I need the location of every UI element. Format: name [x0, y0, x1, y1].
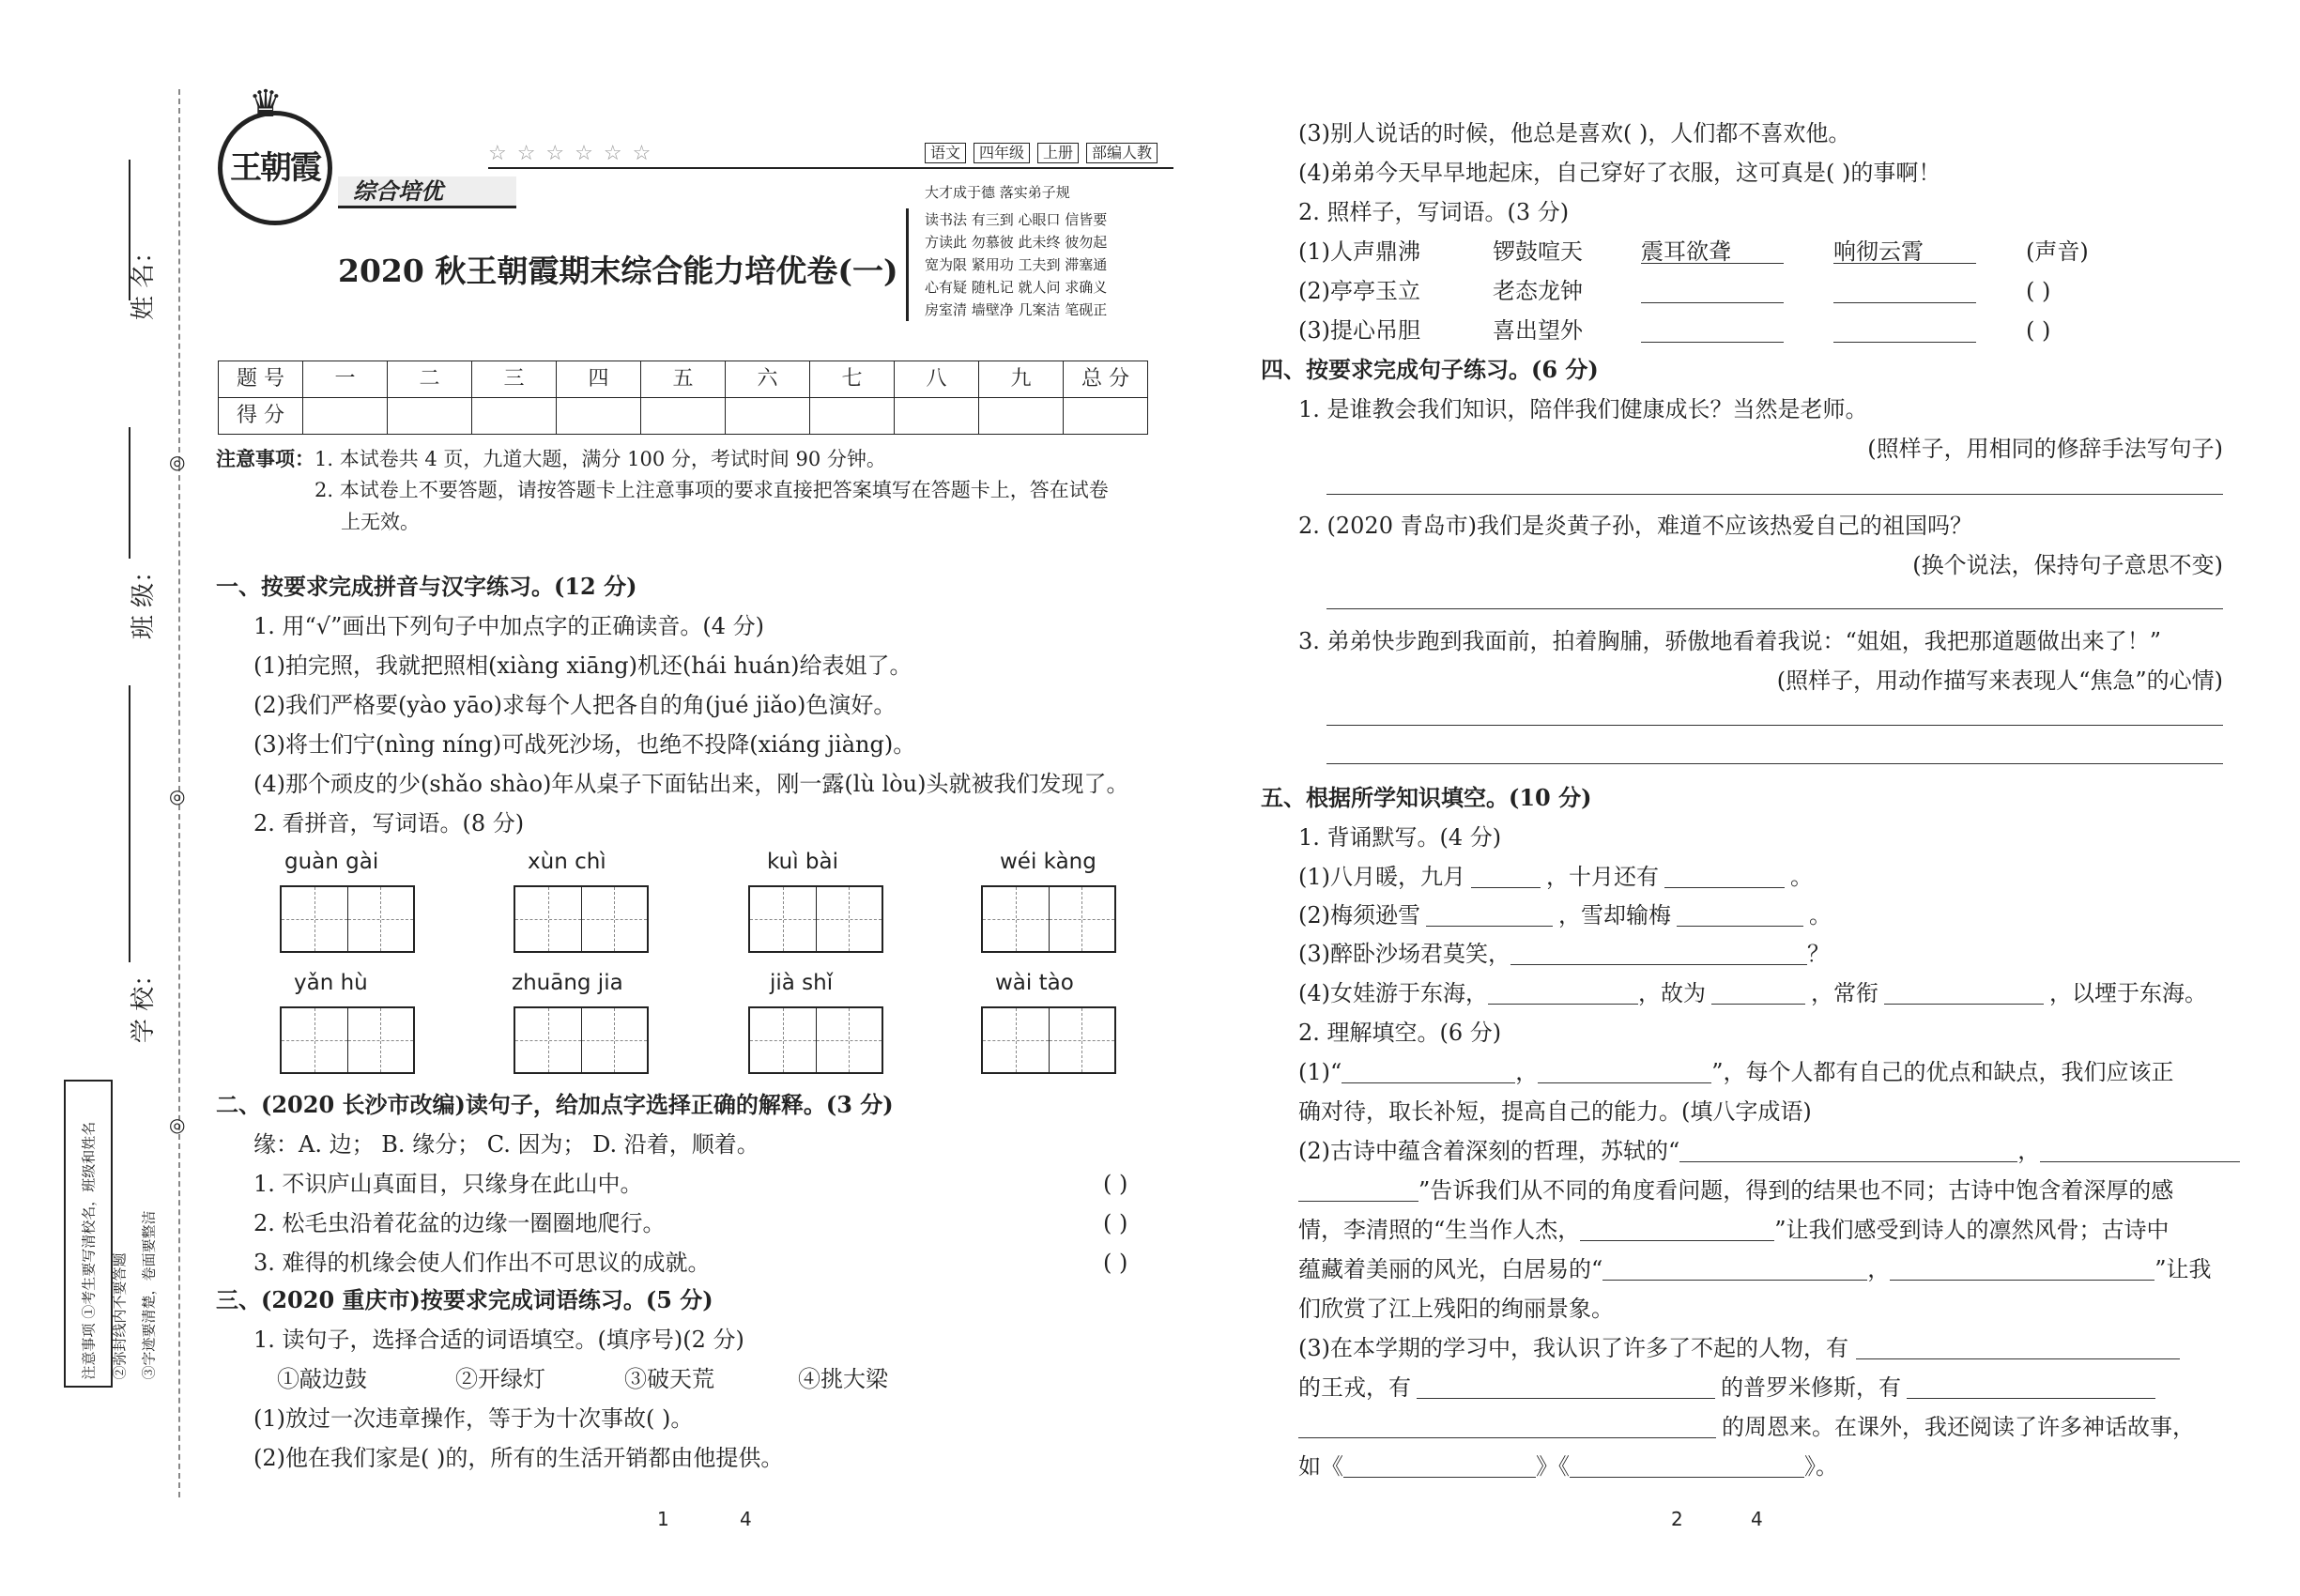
idiom-row-1-c: 震耳欲聋	[1641, 240, 1784, 264]
section4-q2: 2. (2020 青岛市)我们是炎黄子孙，难道不应该热爱自己的祖国吗？	[1298, 513, 1972, 539]
section5-title: 五、根据所学知识填空。(10 分)	[1261, 784, 1592, 811]
writing-grid[interactable]	[280, 885, 415, 953]
recite-item: (3)醉卧沙场君莫笑， ？	[1298, 941, 1830, 967]
choice-item: ①敲边鼓	[277, 1366, 367, 1392]
section1-q1-item: (1)拍完照，我就把照相(xiàng xiāng)机还(hái huán)给表姐了。	[253, 652, 912, 679]
blank[interactable]	[1907, 1378, 2155, 1399]
understand-line: (2)古诗中蕴含着深刻的哲理，苏轼的“ ，	[1298, 1140, 2240, 1162]
section3-q1: 1. 读句子，选择合适的词语填空。(填序号)(2 分)	[253, 1327, 744, 1353]
answer-line[interactable]	[1326, 494, 2223, 495]
class-label: 班 级：	[130, 558, 159, 640]
section2-item: 1. 不识庐山真面目，只缘身在此山中。	[253, 1171, 643, 1197]
section4-q2-req: (换个说法，保持句子意思不变)	[1912, 552, 2223, 578]
score-value-row: 得 分	[219, 398, 1148, 435]
understand-line: (3)在本学期的学习中，我认识了许多了不起的人物，有	[1298, 1337, 2180, 1359]
blank[interactable]	[1570, 1457, 1804, 1478]
score-cell[interactable]	[1064, 398, 1148, 435]
section3-item: (3)别人说话的时候，他总是喜欢( )，人们都不喜欢他。	[1298, 120, 1851, 146]
blank[interactable]	[1426, 906, 1553, 927]
blank[interactable]	[1342, 1063, 1515, 1083]
section2-item: 3. 难得的机缘会使人们作出不可思议的成就。	[253, 1250, 711, 1276]
understand-line: 的王戎，有 的普罗米修斯，有	[1298, 1376, 2155, 1399]
section3-item: (1)放过一次违章操作，等于为十次事故( )。	[253, 1405, 694, 1432]
binding-note: ②弥封线内不要答题	[111, 1252, 129, 1380]
section4-title: 四、按要求完成句子练习。(6 分)	[1261, 356, 1599, 383]
blank[interactable]	[1679, 1142, 2017, 1162]
school-label: 学 校：	[130, 961, 159, 1044]
section5-q2: 2. 理解填空。(6 分)	[1298, 1020, 1502, 1046]
section4-q1: 1. 是谁教会我们知识，陪伴我们健康成长？当然是老师。	[1298, 396, 1868, 422]
understand-line: 情，李清照的“生当作人杰， ”让我们感受到诗人的凛然风骨；古诗中	[1298, 1217, 2170, 1243]
seal-mark-icon: ◎	[169, 451, 186, 473]
page-title: 2020 秋王朝霞期末综合能力培优卷(一)	[338, 253, 898, 289]
understand-line: (1)“ ， ”，每个人都有自己的优点和缺点，我们应该正	[1298, 1059, 2174, 1085]
idiom-row-3-e[interactable]: ( )	[2026, 317, 2051, 344]
blank[interactable]	[2040, 1142, 2240, 1162]
section1-q1-item: (2)我们严格要(yào yāo)求每个人把各自的角(jué jiǎo)色演好。	[253, 692, 897, 718]
idiom-blank[interactable]	[1833, 342, 1976, 343]
pinyin-label: zhuāng jia	[512, 971, 623, 995]
blank[interactable]	[1510, 944, 1807, 965]
blank[interactable]	[1884, 984, 2044, 1005]
pinyin-label: yǎn hù	[294, 971, 368, 995]
answer-paren[interactable]: ( )	[1103, 1210, 1128, 1236]
writing-grid[interactable]	[748, 885, 883, 953]
pinyin-label: guàn gài	[284, 850, 379, 874]
writing-grid[interactable]	[514, 1006, 649, 1074]
score-cell[interactable]	[810, 398, 895, 435]
blank[interactable]	[1711, 984, 1805, 1005]
understand-line: 确对待，取长补短，提高自己的能力。(填八字成语)	[1298, 1098, 1812, 1125]
motto-title: 大才成于德 落实弟子规	[925, 184, 1070, 201]
idiom-row-2-e[interactable]: ( )	[2026, 278, 2051, 304]
blank[interactable]	[1488, 984, 1638, 1005]
score-cell[interactable]	[472, 398, 557, 435]
blank[interactable]	[1890, 1260, 2154, 1281]
idiom-blank[interactable]	[1641, 342, 1784, 343]
idiom-row-1-b: 锣鼓喧天	[1493, 238, 1583, 265]
section2-title: 二、(2020 长沙市改编)读句子，给加点字选择正确的解释。(3 分)	[216, 1091, 894, 1118]
page-total-right: 4	[1751, 1508, 1763, 1530]
blank[interactable]	[1343, 1457, 1536, 1478]
pinyin-label: kuì bài	[767, 850, 838, 874]
logo-text: 王朝霞	[230, 149, 320, 187]
section3-q2: 2. 照样子，写词语。(3 分)	[1298, 199, 1570, 225]
score-cell[interactable]	[557, 398, 641, 435]
page-total-left: 4	[740, 1508, 752, 1530]
idiom-row-1-e: (声音)	[2026, 238, 2089, 265]
idiom-row-1-a: (1)人声鼎沸	[1298, 238, 1420, 265]
understand-line: 蕴藏着美丽的风光，白居易的“ ， ”让我	[1298, 1256, 2212, 1282]
writing-grid[interactable]	[514, 885, 649, 953]
brand-tag: 综合培优	[338, 176, 516, 208]
understand-line: 的周恩来。在课外，我还阅读了许多神话故事，	[1298, 1416, 2195, 1438]
blank[interactable]	[1664, 867, 1785, 888]
understand-line: 们欣赏了江上残阳的绚丽景象。	[1298, 1296, 1614, 1322]
idiom-row-2-a: (2)亭亭玉立	[1298, 278, 1420, 304]
binding-note: 注意事项 ①考生要写清校名，班级和姓名	[80, 1121, 98, 1380]
answer-line[interactable]	[1326, 608, 2223, 609]
idiom-blank[interactable]	[1641, 302, 1784, 303]
motto-block: 读书法 有三到 心眼口 信皆要 方读此 勿慕彼 此未终 彼勿起 宽为限 紧用功 工夫到 滞塞通 心有疑 随札记 就人问 求确义 房室清 墙壁净 几案洁 笔砚正	[925, 211, 1108, 318]
meta-volume: 上册	[1037, 143, 1079, 163]
score-header-row: 题 号 一 二 三 四 五 六 七 八 九 总 分	[219, 361, 1148, 398]
section4-q3-req: (照样子，用动作描写来表现人“焦急”的心情)	[1776, 668, 2223, 694]
notice-line: 2. 本试卷上不要答题，请按答题卡上注意事项的要求直接把答案填写在答题卡上，答在试卷	[314, 479, 1109, 501]
score-cell[interactable]	[726, 398, 810, 435]
recite-item: (2)梅须逊雪 ，雪却输梅 。	[1298, 902, 1832, 928]
binding-note: ③字迹要清楚，卷面要整洁	[140, 1210, 158, 1380]
recite-item: (4)女娃游于东海， ，故为 ，常衔 ，以堙于东海。	[1298, 980, 2207, 1006]
choice-item: ②开绿灯	[455, 1366, 545, 1392]
motto-bar	[906, 208, 909, 321]
recite-item: (1)八月暖，九月 ，十月还有 。	[1298, 864, 1813, 890]
blank[interactable]	[1602, 1260, 1867, 1281]
understand-line: 如《 》《 》。	[1298, 1453, 1838, 1480]
rating-stars: ☆ ☆ ☆ ☆ ☆ ☆	[488, 142, 653, 165]
page-number-right: 2	[1671, 1508, 1683, 1530]
pinyin-label: wài tào	[995, 971, 1074, 995]
idiom-row-2-b: 老态龙钟	[1493, 278, 1583, 304]
meta-grade: 四年级	[974, 143, 1030, 163]
writing-grid[interactable]	[981, 1006, 1116, 1074]
logo	[218, 83, 332, 225]
blank[interactable]	[1856, 1339, 2180, 1359]
section1-q1: 1. 用“√”画出下列句子中加点字的正确读音。(4 分)	[253, 613, 764, 639]
notice: 注意事项：1. 本试卷共 4 页，九道大题，满分 100 分，考试时间 90 分钟。	[216, 447, 886, 470]
pinyin-label: xùn chì	[528, 850, 606, 874]
score-cell[interactable]	[388, 398, 472, 435]
pinyin-label: jià shǐ	[770, 971, 834, 995]
section5-q1: 1. 背诵默写。(4 分)	[1298, 824, 1502, 851]
idiom-row-1-d: 响彻云霄	[1833, 240, 1976, 264]
choice-item: ④挑大梁	[798, 1366, 888, 1392]
score-cell[interactable]	[895, 398, 979, 435]
blank[interactable]	[1471, 867, 1541, 888]
writing-grid[interactable]	[981, 885, 1116, 953]
section3-item: (2)他在我们家是( )的，所有的生活开销都由他提供。	[253, 1445, 784, 1471]
section2-item: 2. 松毛虫沿着花盆的边缘一圈圈地爬行。	[253, 1210, 666, 1236]
pinyin-label: wéi kàng	[1000, 850, 1096, 874]
meta-tags	[925, 143, 1158, 163]
blank[interactable]	[1580, 1220, 1774, 1241]
score-table	[218, 361, 1148, 435]
binding-notes-box	[64, 1080, 158, 1388]
answer-line[interactable]	[1326, 763, 2223, 764]
score-cell[interactable]	[979, 398, 1064, 435]
score-cell[interactable]	[303, 398, 388, 435]
meta-subject: 语文	[925, 143, 966, 163]
crown-icon: ♛	[249, 83, 283, 126]
blank[interactable]	[1538, 1063, 1711, 1083]
meta-edition: 部编人教	[1086, 143, 1158, 163]
class-line	[129, 427, 130, 559]
score-cell[interactable]	[641, 398, 726, 435]
writing-grid[interactable]	[280, 1006, 415, 1074]
name-line	[129, 160, 130, 300]
notice-line: 上无效。	[341, 511, 420, 533]
blank[interactable]	[1677, 906, 1803, 927]
seal-mark-icon: ◎	[169, 1113, 186, 1136]
blank[interactable]	[1298, 1418, 1716, 1438]
section3-title: 三、(2020 重庆市)按要求完成词语练习。(5 分)	[216, 1286, 713, 1313]
section4-q3: 3. 弟弟快步跑到我面前，拍着胸脯，骄傲地看着我说：“姐姐，我把那道题做出来了！”	[1298, 628, 2162, 654]
school-line	[129, 685, 130, 962]
section1-title: 一、按要求完成拼音与汉字练习。(12 分)	[216, 573, 637, 600]
choice-item: ③破天荒	[624, 1366, 714, 1392]
section4-q1-req: (照样子，用相同的修辞手法写句子)	[1867, 436, 2223, 462]
section3-item: (4)弟弟今天早早地起床，自己穿好了衣服，这可真是( )的事啊！	[1298, 160, 1941, 186]
header-rule	[488, 167, 1173, 169]
writing-grid[interactable]	[748, 1006, 883, 1074]
understand-line: ”告诉我们从不同的角度看问题，得到的结果也不同；古诗中饱含着深厚的感	[1298, 1179, 2173, 1202]
blank[interactable]	[1298, 1181, 1418, 1202]
section1-q2: 2. 看拼音，写词语。(8 分)	[253, 810, 525, 836]
section1-q1-item: (3)将士们宁(nìng níng)可战死沙场，也绝不投降(xiáng jiàng)。	[253, 731, 916, 758]
page-number-left: 1	[657, 1508, 669, 1530]
idiom-blank[interactable]	[1833, 302, 1976, 303]
name-label: 姓 名：	[130, 238, 159, 321]
section2-options: 缘：A. 边； B. 缘分； C. 因为； D. 沿着，顺着。	[253, 1131, 759, 1158]
answer-paren[interactable]: ( )	[1103, 1171, 1128, 1197]
seal-mark-icon: ◎	[169, 785, 186, 807]
section1-q1-item: (4)那个顽皮的少(shǎo shào)年从桌子下面钻出来，刚一露(lù lòu)头就被我们发现了。	[253, 771, 1129, 797]
answer-paren[interactable]: ( )	[1103, 1250, 1128, 1276]
answer-line[interactable]	[1326, 725, 2223, 726]
blank[interactable]	[1417, 1378, 1715, 1399]
idiom-row-3-b: 喜出望外	[1493, 317, 1583, 344]
idiom-row-3-a: (3)提心吊胆	[1298, 317, 1420, 344]
